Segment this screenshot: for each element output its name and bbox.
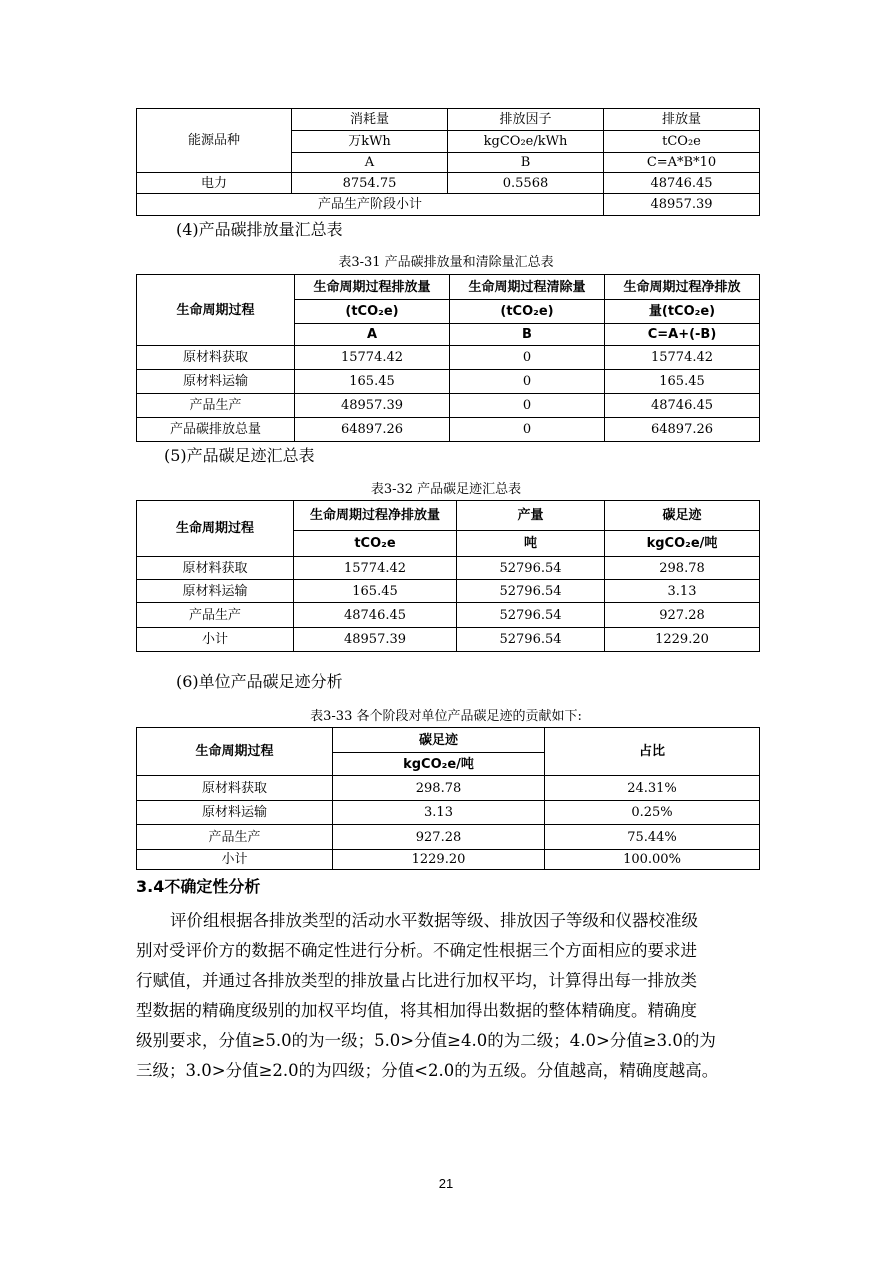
energy-table <box>136 108 760 216</box>
table-caption-3-31: 表3-31 产品碳排放量和清除量汇总表 <box>338 255 554 270</box>
t31-h3-1: B <box>450 324 605 346</box>
carbon-footprint-table <box>136 500 760 652</box>
t31-r1-a: 165.45 <box>295 370 450 394</box>
t31-r3-b: 0 <box>450 418 605 442</box>
t33-col-header: 生命周期过程 <box>137 728 333 776</box>
energy-h3-0: A <box>292 153 448 173</box>
t31-h1-1: 生命周期过程清除量 <box>450 275 605 300</box>
t33-r1-label: 原材料运输 <box>137 801 333 825</box>
t31-r3-label: 产品碳排放总量 <box>137 418 295 442</box>
t31-r0-label: 原材料获取 <box>137 346 295 370</box>
t33-r2-share: 75.44% <box>545 825 760 850</box>
table-row <box>137 173 760 194</box>
t31-h1-2: 生命周期过程净排放 <box>605 275 760 300</box>
table-row <box>137 346 760 370</box>
t31-r0-a: 15774.42 <box>295 346 450 370</box>
table-row <box>137 825 760 850</box>
table-row <box>137 580 760 603</box>
table-row <box>137 776 760 801</box>
energy-col-header: 能源品种 <box>137 109 292 173</box>
t33-share-header: 占比 <box>545 728 760 776</box>
t32-r2-footprint: 927.28 <box>605 603 760 628</box>
t31-r2-b: 0 <box>450 394 605 418</box>
paragraph-line: 型数据的精确度级别的加权平均值，将其相加得出数据的整体精确度。精确度 <box>136 1001 697 1020</box>
energy-h3-2: C=A*B*10 <box>604 153 760 173</box>
t31-r2-c: 48746.45 <box>605 394 760 418</box>
energy-h1-0: 消耗量 <box>292 109 448 131</box>
t32-r2-net: 48746.45 <box>294 603 457 628</box>
t32-h2-2: kgCO₂e/吨 <box>605 531 760 557</box>
paragraph-line: 三级；3.0>分值≥2.0的为四级；分值<2.0的为五级。分值越高，精确度越高。 <box>136 1061 719 1080</box>
t32-col-header: 生命周期过程 <box>137 501 294 557</box>
energy-h1-1: 排放因子 <box>448 109 604 131</box>
t31-h2-2: 量(tCO₂e) <box>605 300 760 324</box>
heading-4: (4)产品碳排放量汇总表 <box>176 220 343 239</box>
page-number: 21 <box>438 1176 454 1191</box>
emission-summary-table <box>136 274 760 442</box>
energy-subtotal-label: 产品生产阶段小计 <box>137 194 604 216</box>
table-caption-3-32: 表3-32 产品碳足迹汇总表 <box>370 482 522 497</box>
heading-5: (5)产品碳足迹汇总表 <box>164 446 315 465</box>
energy-row-label: 电力 <box>137 173 292 194</box>
energy-subtotal-value: 48957.39 <box>604 194 760 216</box>
t31-h2-0: (tCO₂e) <box>295 300 450 324</box>
t33-h2: kgCO₂e/吨 <box>333 753 545 776</box>
t33-r1-share: 0.25% <box>545 801 760 825</box>
t31-h2-1: (tCO₂e) <box>450 300 605 324</box>
table-row <box>137 850 760 870</box>
t32-r2-output: 52796.54 <box>457 603 605 628</box>
t32-r1-output: 52796.54 <box>457 580 605 603</box>
t32-h1-1: 产量 <box>457 501 605 531</box>
section-title: 3.4不确定性分析 <box>136 877 261 896</box>
t31-r1-b: 0 <box>450 370 605 394</box>
table-row <box>137 628 760 652</box>
t32-r3-output: 52796.54 <box>457 628 605 652</box>
paragraph-line: 评价组根据各排放类型的活动水平数据等级、排放因子等级和仪器校准级 <box>170 911 698 930</box>
table-row <box>137 394 760 418</box>
table-row <box>137 194 760 216</box>
heading-6: (6)单位产品碳足迹分析 <box>176 672 343 691</box>
table-row <box>137 370 760 394</box>
energy-h3-1: B <box>448 153 604 173</box>
t31-col-header: 生命周期过程 <box>137 275 295 346</box>
t32-r0-net: 15774.42 <box>294 557 457 580</box>
table-row <box>137 418 760 442</box>
paragraph-line: 级别要求，分值≥5.0的为一级；5.0>分值≥4.0的为二级；4.0>分值≥3.0的为 <box>136 1031 716 1050</box>
t33-r3-label: 小计 <box>137 850 333 870</box>
table-caption-3-33: 表3-33 各个阶段对单位产品碳足迹的贡献如下: <box>310 709 582 724</box>
t31-r3-c: 64897.26 <box>605 418 760 442</box>
t31-r0-c: 15774.42 <box>605 346 760 370</box>
t32-h1-0: 生命周期过程净排放量 <box>294 501 457 531</box>
paragraph-line: 行赋值，并通过各排放类型的排放量占比进行加权平均，计算得出每一排放类 <box>136 971 697 990</box>
t33-r0-share: 24.31% <box>545 776 760 801</box>
t32-h2-0: tCO₂e <box>294 531 457 557</box>
t31-r2-label: 产品生产 <box>137 394 295 418</box>
t32-r3-label: 小计 <box>137 628 294 652</box>
t32-r3-footprint: 1229.20 <box>605 628 760 652</box>
table-row <box>137 603 760 628</box>
energy-h2-1: kgCO₂e/kWh <box>448 131 604 153</box>
t32-r1-label: 原材料运输 <box>137 580 294 603</box>
t31-r0-b: 0 <box>450 346 605 370</box>
table-row <box>137 801 760 825</box>
t31-h1-0: 生命周期过程排放量 <box>295 275 450 300</box>
t32-r2-label: 产品生产 <box>137 603 294 628</box>
t33-r2-footprint: 927.28 <box>333 825 545 850</box>
energy-h2-2: tCO₂e <box>604 131 760 153</box>
t33-r2-label: 产品生产 <box>137 825 333 850</box>
energy-h2-0: 万kWh <box>292 131 448 153</box>
t32-h1-2: 碳足迹 <box>605 501 760 531</box>
table-row <box>137 557 760 580</box>
t31-r1-label: 原材料运输 <box>137 370 295 394</box>
t32-h2-1: 吨 <box>457 531 605 557</box>
t32-r0-label: 原材料获取 <box>137 557 294 580</box>
t32-r1-footprint: 3.13 <box>605 580 760 603</box>
paragraph-line: 别对受评价方的数据不确定性进行分析。不确定性根据三个方面相应的要求进 <box>136 941 697 960</box>
t31-r1-c: 165.45 <box>605 370 760 394</box>
energy-row-b: 0.5568 <box>448 173 604 194</box>
t32-r0-footprint: 298.78 <box>605 557 760 580</box>
t32-r0-output: 52796.54 <box>457 557 605 580</box>
t31-r3-a: 64897.26 <box>295 418 450 442</box>
t33-r0-footprint: 298.78 <box>333 776 545 801</box>
t32-r3-net: 48957.39 <box>294 628 457 652</box>
contribution-table <box>136 727 760 870</box>
t33-r3-share: 100.00% <box>545 850 760 870</box>
t31-r2-a: 48957.39 <box>295 394 450 418</box>
uncertainty-paragraph <box>136 906 761 1086</box>
t31-h3-0: A <box>295 324 450 346</box>
t33-r3-footprint: 1229.20 <box>333 850 545 870</box>
energy-row-a: 8754.75 <box>292 173 448 194</box>
energy-h1-2: 排放量 <box>604 109 760 131</box>
energy-row-c: 48746.45 <box>604 173 760 194</box>
t33-r0-label: 原材料获取 <box>137 776 333 801</box>
t33-h1: 碳足迹 <box>333 728 545 753</box>
t33-r1-footprint: 3.13 <box>333 801 545 825</box>
t31-h3-2: C=A+(-B) <box>605 324 760 346</box>
t32-r1-net: 165.45 <box>294 580 457 603</box>
